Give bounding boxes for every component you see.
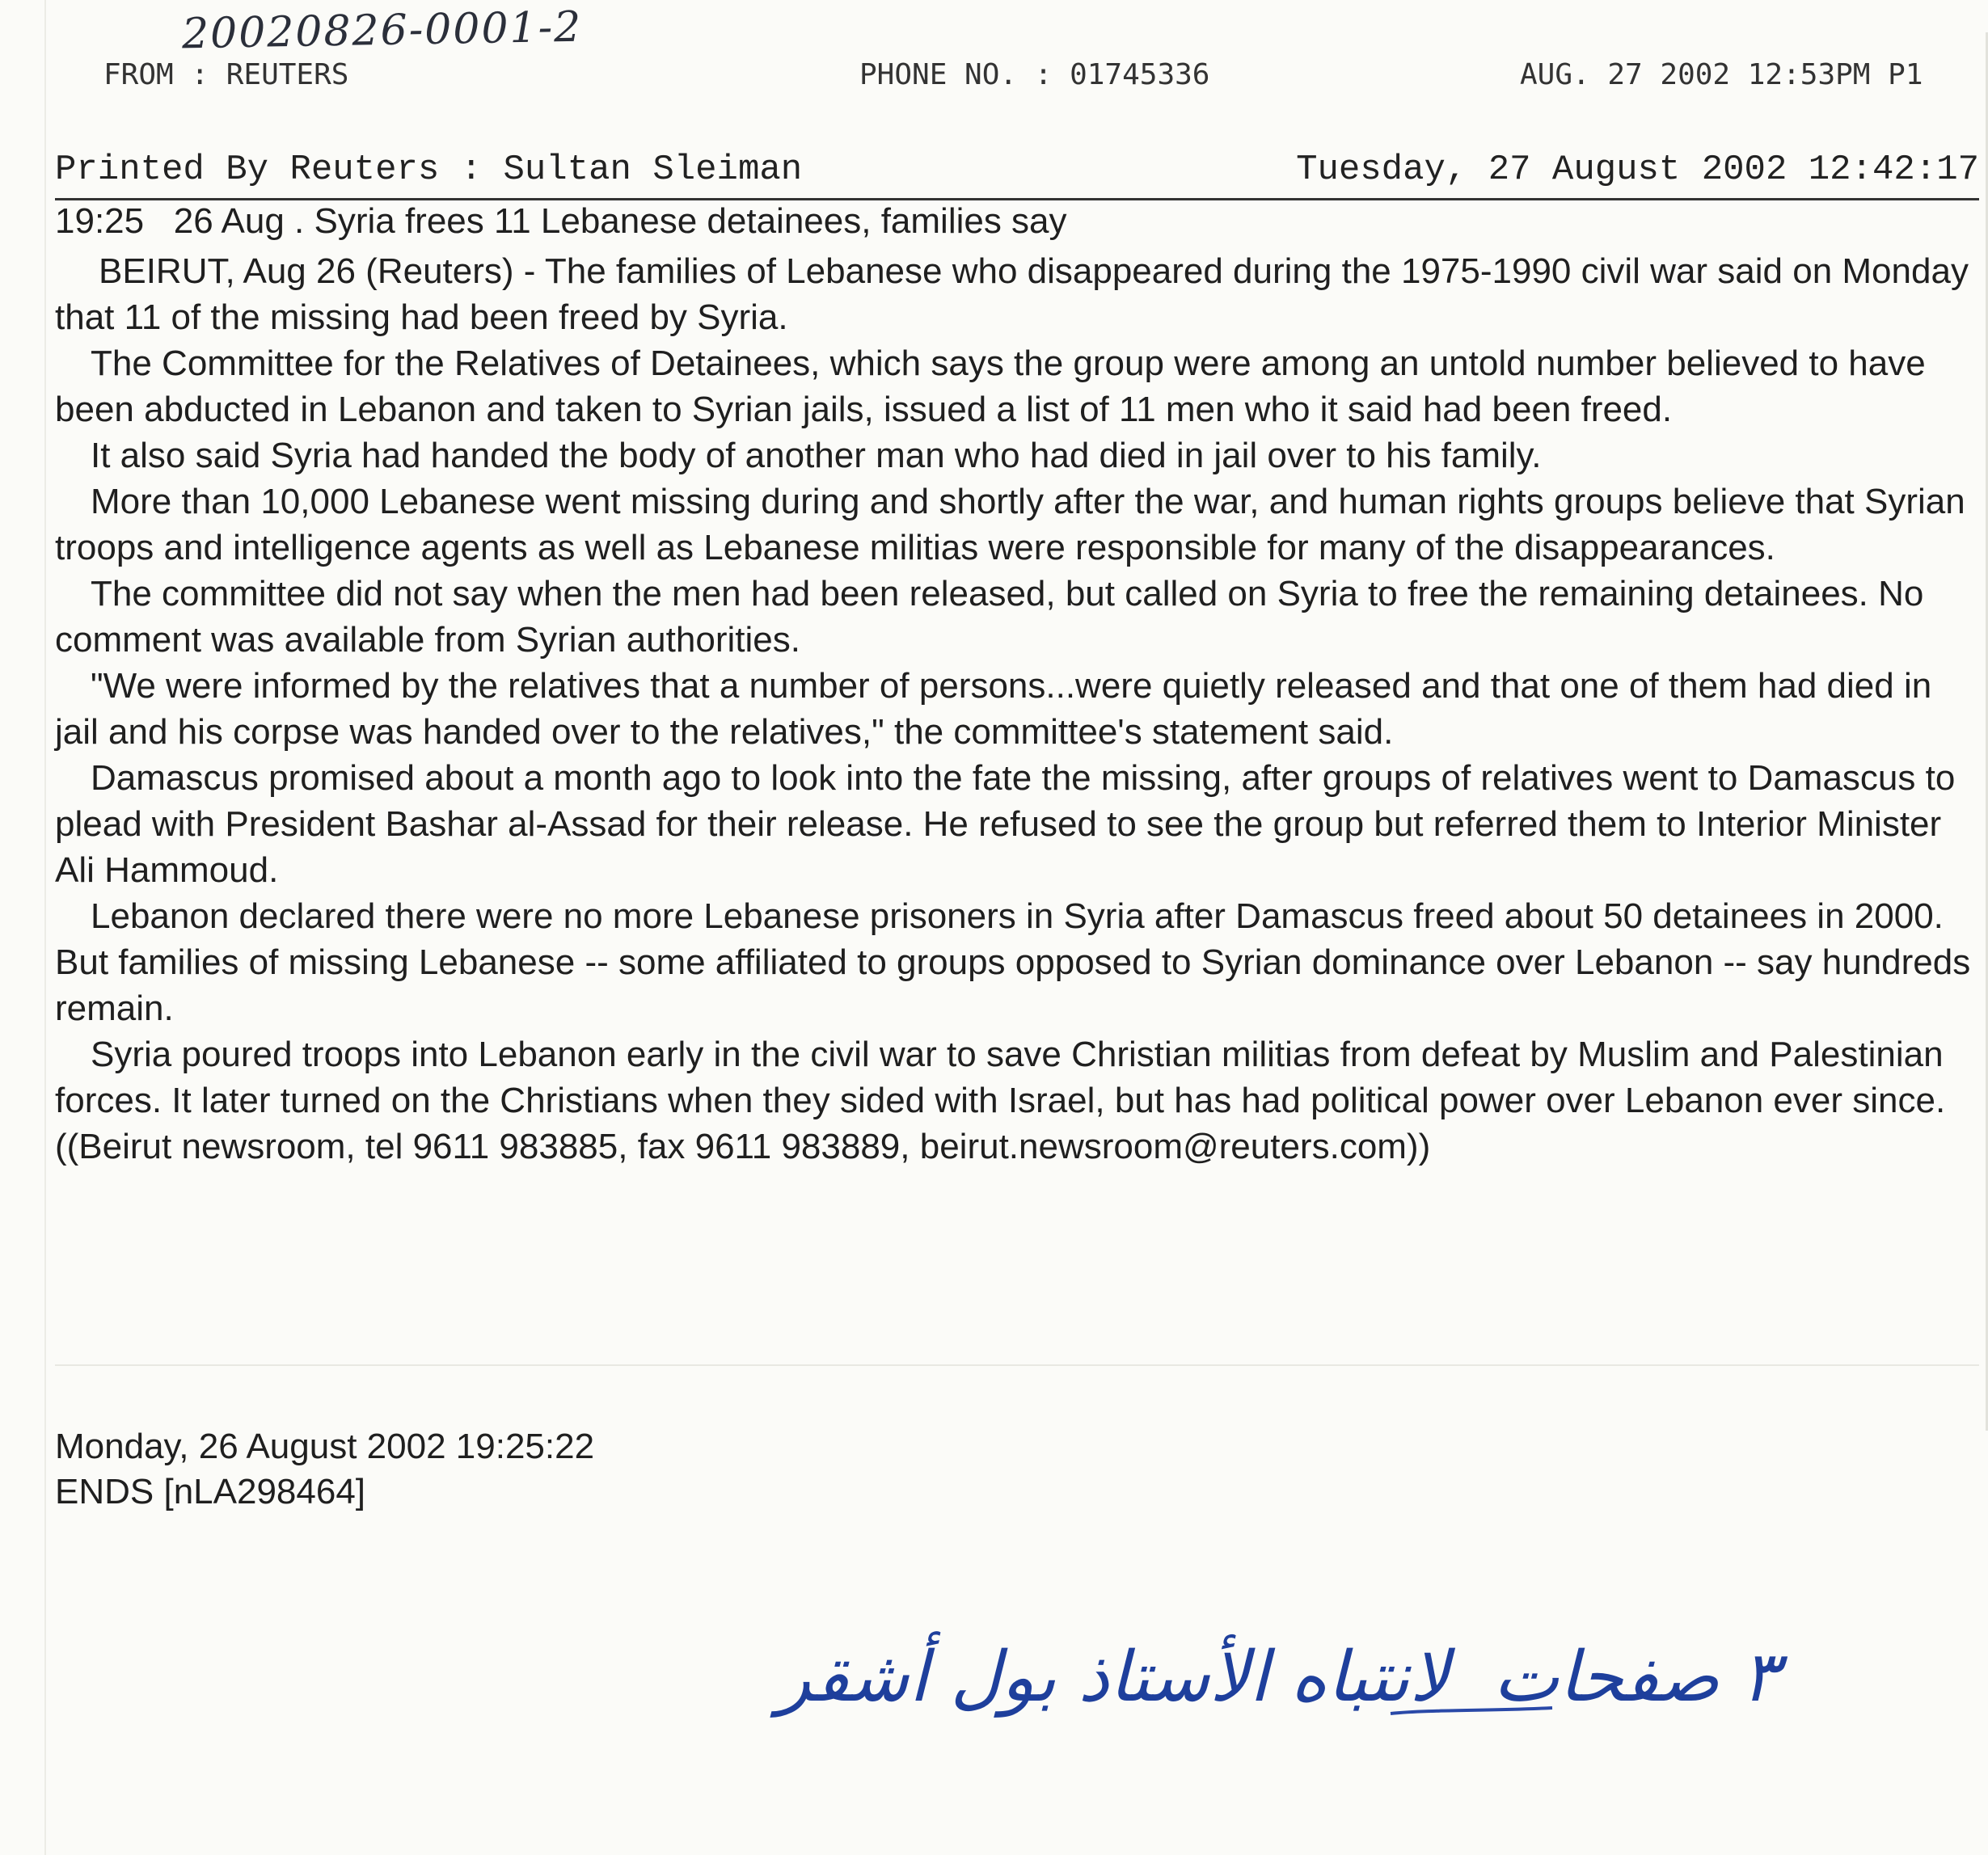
fax-from: FROM : REUTERS	[103, 58, 349, 91]
article-paragraph: It also said Syria had handed the body of another man who had died in jail over to his family.	[91, 436, 1542, 475]
article-paragraph: BEIRUT, Aug 26 (Reuters) - The families of Lebanese who disappeared during the 1975-1990 civil war said on Monday that 11 of the missing had been freed by Syria.	[55, 251, 1969, 337]
fax-date: AUG. 27 2002 12:53PM P1	[1520, 58, 1923, 91]
article-headline: 19:25 26 Aug . Syria frees 11 Lebanese detainees, families say	[55, 201, 1067, 241]
printed-by: Printed By Reuters : Sultan Sleiman	[55, 150, 803, 190]
article-paragraph: The committee did not say when the men had been released, but called on Syria to free the remaining detainees. No comment was available from Syrian authorities.	[55, 574, 1924, 660]
article-body	[55, 248, 1979, 1170]
article-paragraph: "We were informed by the relatives that a number of persons...were quietly released and that one of them had died in jail and his corpse was handed over to the relatives," the committee's statement said.	[55, 666, 1932, 752]
scan-edge	[44, 0, 46, 1855]
footer-ends: ENDS [nLA298464]	[55, 1472, 366, 1511]
article-paragraph: Lebanon declared there were no more Lebanese prisoners in Syria after Damascus freed about 50 detainees in 2000. But families of missing Lebanese -- some affiliated to groups opposed to Syrian dominance over Lebanon -- say hundreds remain.	[55, 896, 1971, 1028]
printed-date: Tuesday, 27 August 2002 12:42:17	[1296, 150, 1979, 190]
article-paragraph: The Committee for the Relatives of Detainees, which says the group were among an untold number believed to have been abducted in Lebanon and taken to Syrian jails, issued a list of 11 men who it said had been freed.	[55, 344, 1926, 429]
fax-phone: PHONE NO. : 01745336	[859, 58, 1210, 91]
arabic-note-text: ٣ صفحات لانتباه الأستاذ بول أشقر	[777, 1637, 1779, 1718]
handwritten-arabic-note	[259, 1621, 1779, 1758]
article-footer	[55, 1424, 594, 1515]
divider	[55, 1364, 1979, 1366]
fax-header	[0, 58, 1988, 99]
newsroom-contact: ((Beirut newsroom, tel 9611 983885, fax 9611 983889, beirut.newsroom@reuters.com))	[55, 1127, 1431, 1166]
handwritten-reference: 20020826-0001-2	[181, 2, 583, 59]
footer-date: Monday, 26 August 2002 19:25:22	[55, 1427, 595, 1466]
printed-by-line	[55, 150, 1979, 200]
article-paragraph: Damascus promised about a month ago to look into the fate the missing, after groups of relatives went to Damascus to plead with President Bashar al-Assad for their release. He refused to see the group but referred them to Interior Minister Ali Hammoud.	[55, 758, 1956, 890]
article-paragraph: Syria poured troops into Lebanon early in the civil war to save Christian militias from defeat by Muslim and Palestinian forces. It later turned on the Christians when they sided with Israel, but has had political power over Lebanon ever since.	[55, 1035, 1946, 1120]
article-paragraph: More than 10,000 Lebanese went missing during and shortly after the war, and human rights groups believe that Syrian troops and intelligence agents as well as Lebanese militias were responsible for many of the disappearances.	[55, 482, 1965, 567]
